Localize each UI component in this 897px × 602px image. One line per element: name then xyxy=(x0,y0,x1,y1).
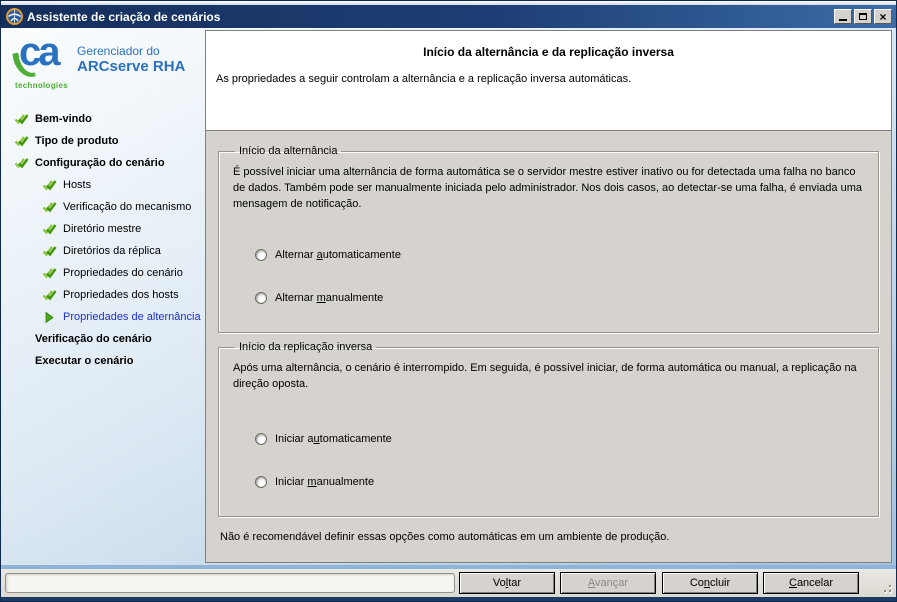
production-warning-note: Não é recomendável definir essas opções como automáticas em um ambiente de produção. xyxy=(220,531,670,543)
next-button[interactable]: Avançar xyxy=(560,572,656,594)
logo-text: ca xyxy=(19,30,58,74)
step-label: Tipo de produto xyxy=(35,135,119,147)
check-icon xyxy=(41,267,57,279)
product-line1: Gerenciador do xyxy=(77,44,160,58)
minimize-icon xyxy=(839,19,847,21)
reverse-replication-group xyxy=(218,341,879,517)
step-bem-vindo[interactable] xyxy=(11,108,205,130)
radio-label: Iniciar manualmente xyxy=(275,475,375,488)
page-title: Início da alternância e da replicação inversa xyxy=(423,45,674,59)
radio-alternar-automaticamente[interactable] xyxy=(255,249,267,261)
radio-iniciar-automaticamente[interactable] xyxy=(255,433,267,445)
window-bottom-edge xyxy=(1,597,896,601)
check-icon xyxy=(41,289,57,301)
step-label: Executar o cenário xyxy=(35,355,134,367)
radio-row-alternar-manualmente[interactable] xyxy=(255,292,864,304)
check-icon xyxy=(41,223,57,235)
step-propriedades-de-alternancia[interactable] xyxy=(11,306,205,328)
switchover-group-legend: Início da alternância xyxy=(239,145,338,157)
page-content xyxy=(206,131,891,562)
step-label: Hosts xyxy=(63,179,92,191)
step-label: Diretórios da réplica xyxy=(63,245,161,257)
radio-label: Alternar manualmente xyxy=(275,291,384,304)
step-verificacao-do-mecanismo[interactable] xyxy=(11,196,205,218)
radio-label: Iniciar automaticamente xyxy=(275,432,392,445)
step-hosts[interactable] xyxy=(11,174,205,196)
resize-grip[interactable] xyxy=(879,580,891,592)
switchover-group-description: É possível iniciar uma alternância de forma automática se o servidor mestre estiver inativo ou for detectada uma falha no banco de dados. Também pode ser manualmente iniciada pelo administrador. Nos dois casos, ao detectar-se uma falha, é enviada uma mensagem de notificação. xyxy=(233,166,862,210)
brand-block xyxy=(13,30,205,90)
radio-row-alternar-automaticamente[interactable] xyxy=(255,249,864,261)
product-line2: ARCserve RHA xyxy=(77,58,186,75)
check-icon xyxy=(13,135,29,147)
step-label: Propriedades dos hosts xyxy=(63,289,179,301)
step-configuracao-do-cenario[interactable] xyxy=(11,152,205,174)
product-name xyxy=(77,38,185,75)
step-verificacao-do-cenario[interactable] xyxy=(11,328,205,350)
close-icon: × xyxy=(879,9,887,24)
step-label: Propriedades do cenário xyxy=(63,267,183,279)
minimize-button[interactable] xyxy=(834,9,852,24)
check-icon xyxy=(41,245,57,257)
finish-button[interactable]: Concluir xyxy=(662,572,758,594)
back-button[interactable]: Voltar xyxy=(459,572,555,594)
reverse-group-legend: Início da replicação inversa xyxy=(239,341,373,353)
radio-label: Alternar automaticamente xyxy=(275,248,401,261)
step-diretorio-mestre[interactable] xyxy=(11,218,205,240)
step-propriedades-do-cenario[interactable] xyxy=(11,262,205,284)
status-bar xyxy=(5,573,455,593)
step-label: Verificação do mecanismo xyxy=(63,201,192,213)
step-tipo-de-produto[interactable] xyxy=(11,130,205,152)
footer-bar xyxy=(1,565,896,597)
step-label: Diretório mestre xyxy=(63,223,142,235)
check-icon xyxy=(41,201,57,213)
maximize-icon xyxy=(859,13,867,20)
ca-technologies-logo xyxy=(13,30,69,90)
reverse-group-description: Após uma alternância, o cenário é interrompido. Em seguida, é possível iniciar, de forma automática ou manual, a replicação na direção oposta. xyxy=(233,362,857,390)
radio-row-iniciar-manualmente[interactable] xyxy=(255,476,864,488)
titlebar[interactable] xyxy=(1,5,896,28)
step-label: Verificação do cenário xyxy=(35,333,152,345)
radio-row-iniciar-automaticamente[interactable] xyxy=(255,433,864,445)
wizard-steps-sidebar xyxy=(1,28,205,565)
app-icon xyxy=(6,8,23,25)
page-header xyxy=(206,31,891,131)
check-icon xyxy=(41,179,57,191)
window-title: Assistente de criação de cenários xyxy=(27,9,221,24)
current-step-arrow-icon xyxy=(41,312,57,323)
step-label: Configuração do cenário xyxy=(35,157,165,169)
page-description: As propriedades a seguir controlam a alternância e a replicação inversa automáticas. xyxy=(216,73,632,85)
switchover-initiation-group xyxy=(218,145,879,333)
step-diretorios-da-replica[interactable] xyxy=(11,240,205,262)
step-list xyxy=(11,108,205,372)
step-label: Propriedades de alternância xyxy=(63,311,201,323)
radio-alternar-manualmente[interactable] xyxy=(255,292,267,304)
wizard-page xyxy=(205,30,892,563)
logo-subtext: technologies xyxy=(15,81,68,90)
check-icon xyxy=(13,113,29,125)
step-executar-o-cenario[interactable] xyxy=(11,350,205,372)
radio-iniciar-manualmente[interactable] xyxy=(255,476,267,488)
check-icon xyxy=(13,157,29,169)
maximize-button[interactable] xyxy=(854,9,872,24)
cancel-button[interactable]: Cancelar xyxy=(763,572,859,594)
step-propriedades-dos-hosts[interactable] xyxy=(11,284,205,306)
close-button[interactable] xyxy=(874,9,892,24)
step-label: Bem-vindo xyxy=(35,113,92,125)
